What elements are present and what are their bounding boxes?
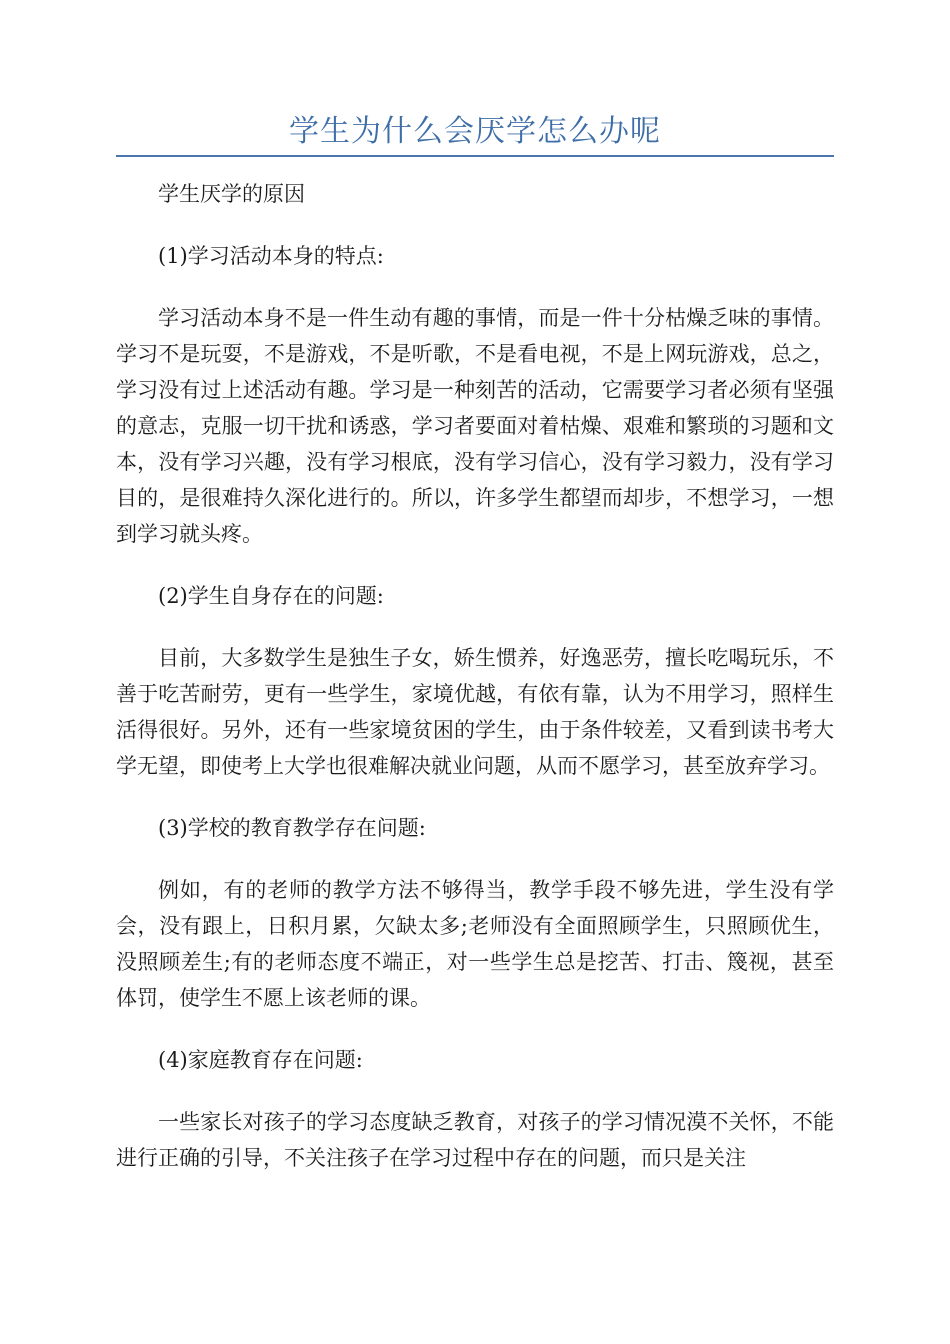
paragraph-2: 目前，大多数学生是独生子女，娇生惯养，好逸恶劳，擅长吃喝玩乐，不善于吃苦耐劳，更有一些学生，家境优越，有依有靠，认为不用学习，照样生活得很好。另外，还有一些家境贫困的学生，由于条件较差，又看到读书考大学无望，即使考上大学也很难解决就业问题，从而不愿学习，甚至放弃学习。 bbox=[116, 646, 834, 778]
subheading-4: (4)家庭教育存在问题: bbox=[158, 1048, 363, 1072]
paragraph-1: 学习活动本身不是一件生动有趣的事情，而是一件十分枯燥乏味的事情。学习不是玩耍，不是游戏，不是听歌，不是看电视，不是上网玩游戏，总之，学习没有过上述活动有趣。学习是一种刻苦的活动，它需要学习者必须有坚强的意志，克服一切干扰和诱惑，学习者要面对着枯燥、艰难和繁琐的习题和文本，没有学习兴趣，没有学习根底，没有学习信心，没有学习毅力，没有学习目的，是很难持久深化进行的。所以，许多学生都望而却步，不想学习，一想到学习就头疼。 bbox=[116, 306, 834, 546]
document-body bbox=[116, 176, 834, 1176]
subheading-1: (1)学习活动本身的特点: bbox=[158, 244, 384, 268]
paragraph-3: 例如，有的老师的教学方法不够得当，教学手段不够先进，学生没有学会，没有跟上，日积月累，欠缺太多;老师没有全面照顾学生，只照顾优生，没照顾差生;有的老师态度不端正，对一些学生总是挖苦、打击、篾视，甚至体罚，使学生不愿上该老师的课。 bbox=[116, 878, 834, 1010]
title-underline bbox=[116, 155, 834, 157]
document-title: 学生为什么会厌学怎么办呢 bbox=[289, 114, 661, 149]
subheading-3: (3)学校的教育教学存在问题: bbox=[158, 816, 426, 840]
subheading-2: (2)学生自身存在的问题: bbox=[158, 584, 384, 608]
section-heading: 学生厌学的原因 bbox=[158, 182, 305, 206]
paragraph-4: 一些家长对孩子的学习态度缺乏教育，对孩子的学习情况漠不关怀，不能进行正确的引导，不关注孩子在学习过程中存在的问题，而只是关注 bbox=[116, 1110, 834, 1170]
